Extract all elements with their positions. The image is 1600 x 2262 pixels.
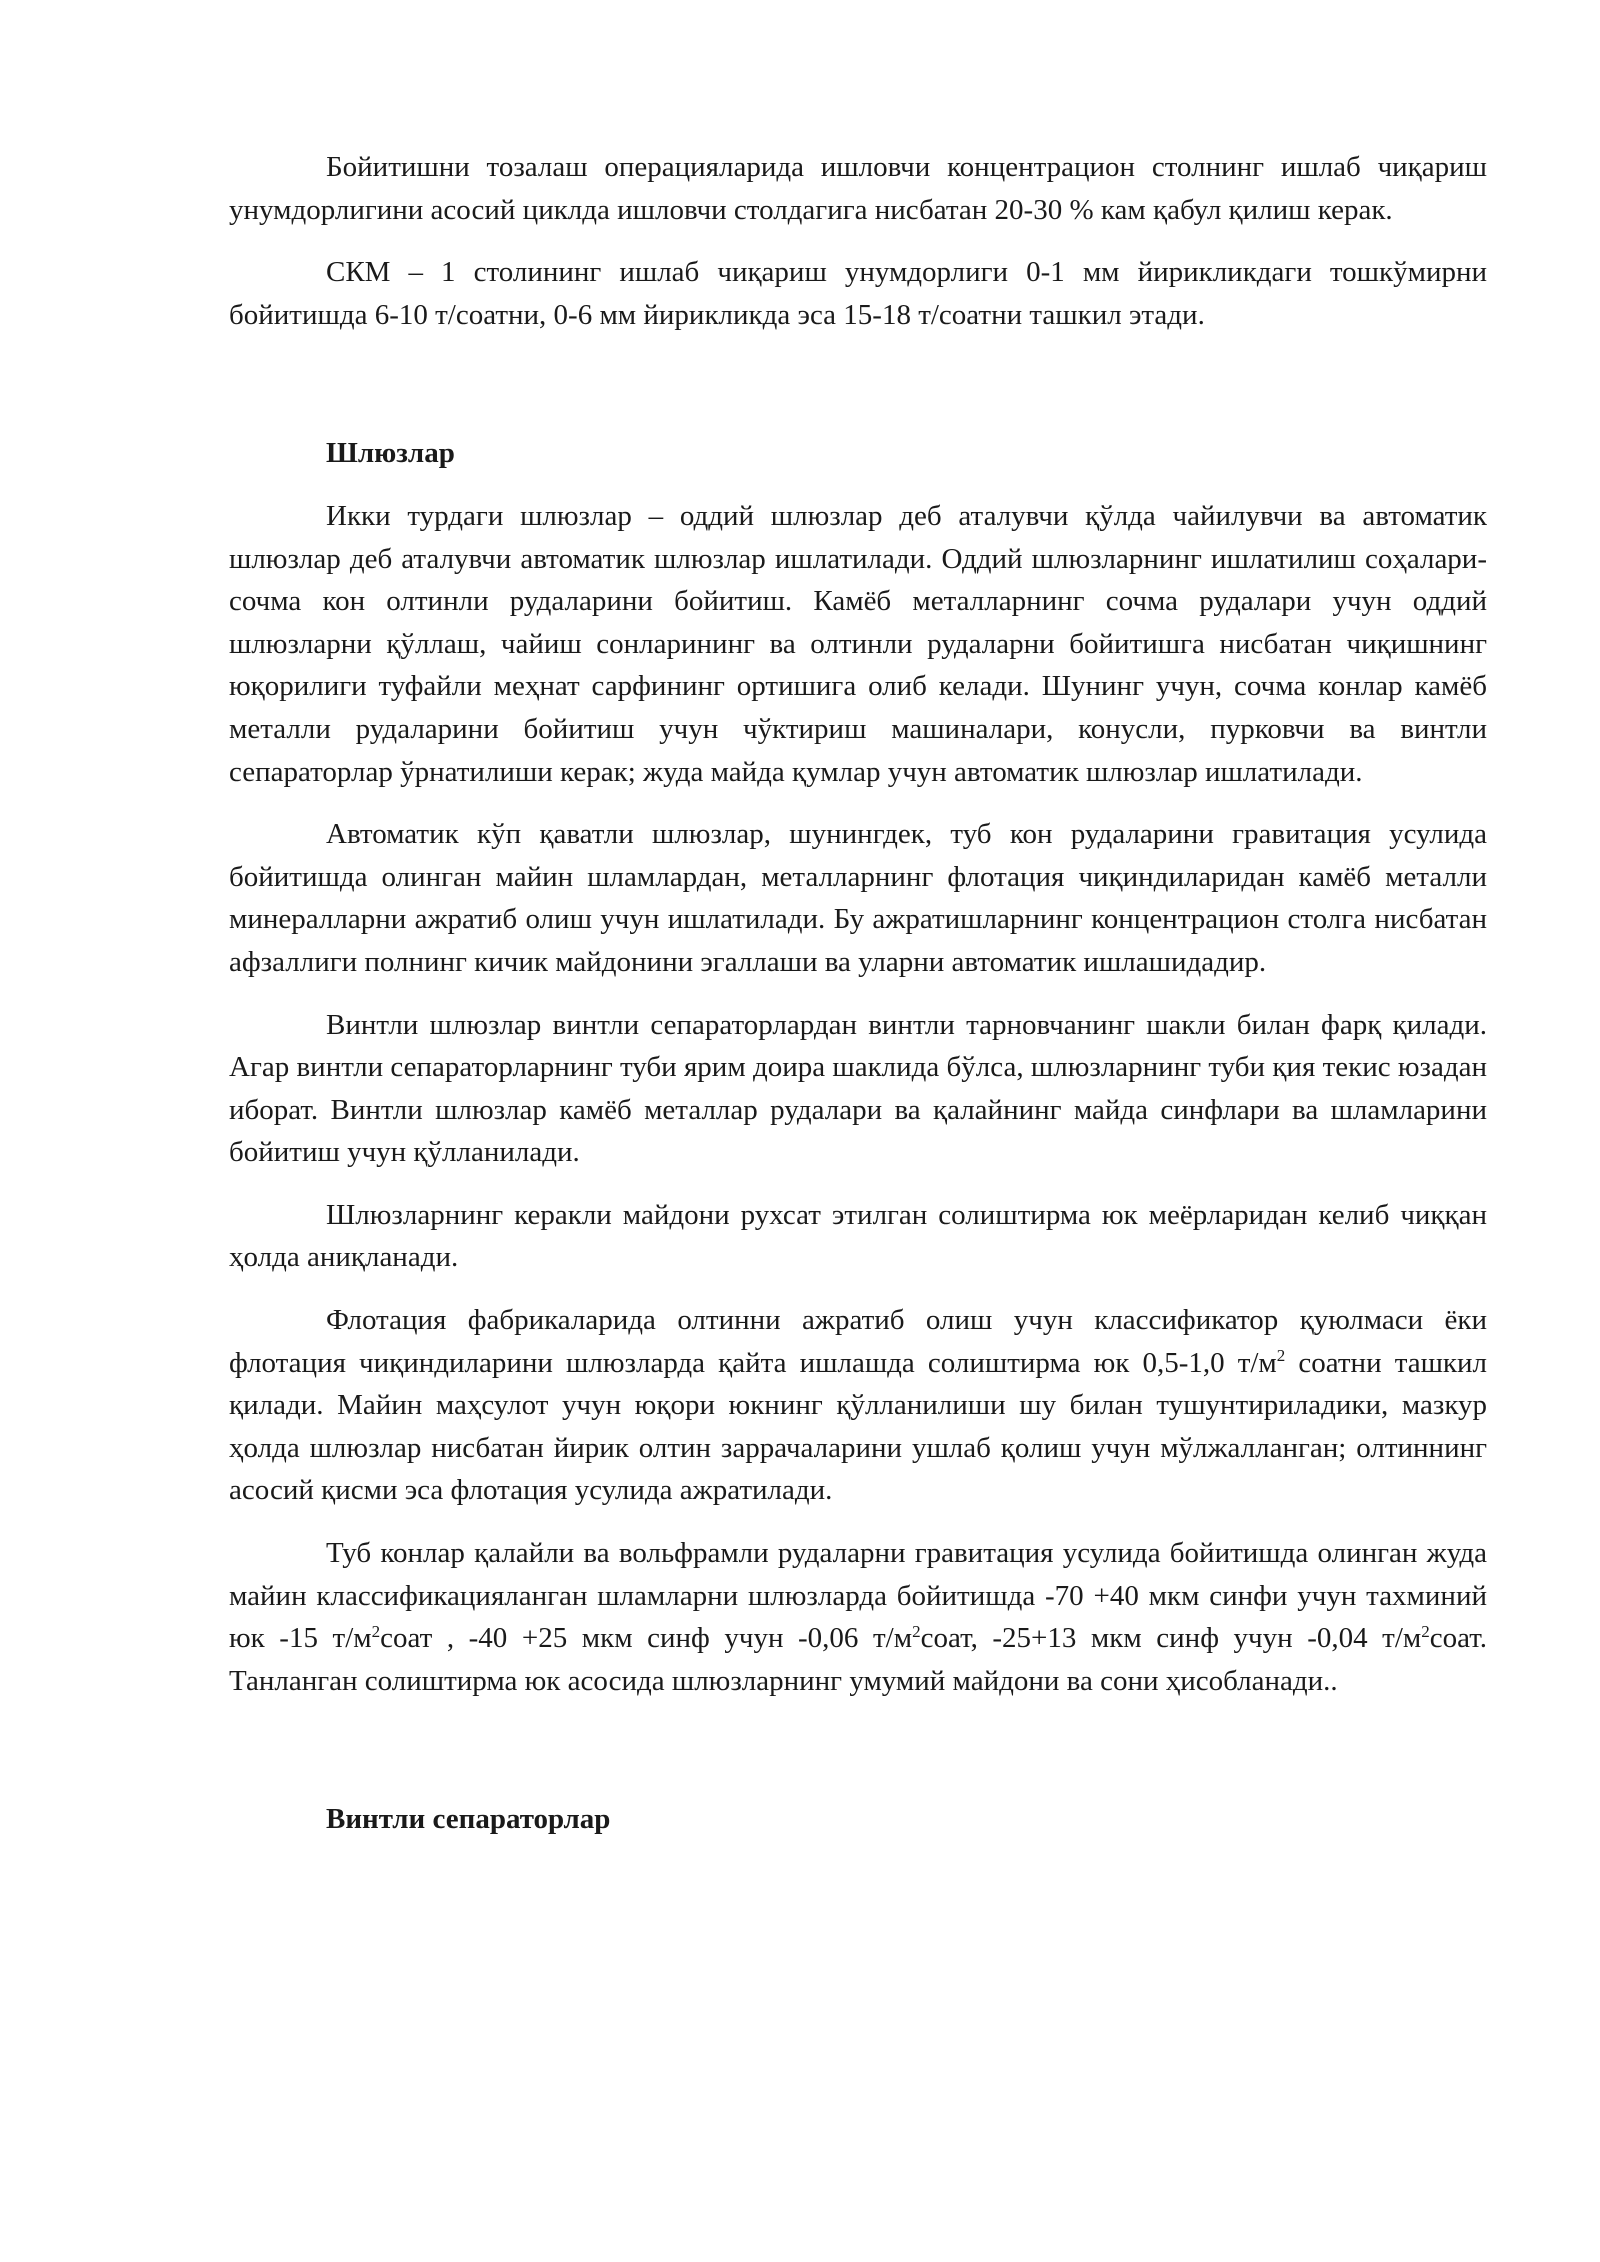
paragraph-flotation-plants: [229, 1299, 1487, 1512]
paragraph-primary-ores: [229, 1532, 1487, 1702]
superscript: 2: [912, 1621, 921, 1641]
superscript: 2: [1421, 1621, 1430, 1641]
section-heading-screw-separators: Винтли сепараторлар: [326, 1803, 611, 1836]
text-segment: соатни ташкил қилади. Майин маҳсулот учун юқори юкнинг қўлланилиши шу билан тушунтириладики, мазкур ҳолда шлюзлар нисбатан йирик олтин заррачаларини ушлаб қолиш учун мўлжалланган; олтиннинг асосий қисми эса флотация усулида ажратилади.: [229, 1346, 1487, 1507]
text-segment: Флотация фабрикаларида олтинни ажратиб олиш учун классификатор қуюлмаси ёки флотация чиқиндиларини шлюзларда қайта ишлашда солиштирма юк 0,5-1,0 т/м: [229, 1304, 1487, 1379]
paragraph-skm-table: СКМ – 1 столининг ишлаб чиқариш унумдорлиги 0-1 мм йирикликдаги тошкўмирни бойитишда 6-10 т/соатни, 0-6 мм йирикликда эса 15-18 т/соатни ташкил этади.: [229, 256, 1487, 331]
superscript: 2: [371, 1621, 381, 1641]
spacer: [229, 1722, 1487, 1798]
paragraph-sluice-area: Шлюзларнинг керакли майдони рухсат этилган солиштирма юк меёрларидан келиб чиққан ҳолда аниқланади.: [229, 1198, 1487, 1274]
paragraph-automatic-sluices: Автоматик кўп қаватли шлюзлар, шунингдек, туб кон рудаларини гравитация усулида бойитишда олинган майин шламлардан, металларнинг флотация чиқиндиларидан камёб металли минералларни ажратиб олиш учун ишлатилади. Бу ажратишларнинг концентрацион столга нисбатан афзаллиги полнинг кичик майдонини эгаллаши ва уларни автоматик ишлашидадир.: [229, 818, 1487, 978]
spacer: [229, 356, 1487, 432]
paragraph-table-cleaning: Бойитишни тозалаш операцияларида ишловчи концентрацион столнинг ишлаб чиқариш унумдорлигини асосий циклда ишловчи столдагига нисбатан 20-30 % кам қабул қилиш керак.: [229, 151, 1487, 226]
text-segment: соат. Танланган солиштирма юк асосида шлюзларнинг умумий майдони ва сони ҳисобланади..: [229, 1622, 1487, 1697]
text-segment: соат, -25+13 мкм синф учун -0,04 т/м: [920, 1622, 1422, 1655]
paragraph-sluice-types: Икки турдаги шлюзлар – оддий шлюзлар деб аталувчи қўлда чайилувчи ва автоматик шлюзлар деб аталувчи автоматик шлюзлар ишлатилади. Оддий шлюзларнинг ишлатилиш соҳалари- сочма кон олтинли рудаларини бойитиш. Камёб металларнинг сочма рудалари учун оддий шлюзларни қўллаш, чайиш сонларининг ва олтинли рудаларни бойитишга нисбатан чиқишнинг юқорилиги туфайли меҳнат сарфининг ортишига олиб келади. Шунинг учун, сочма конлар камёб металли рудаларини бойитиш учун чўктириш машиналари, конусли, пурковчи ва винтли сепараторлар ўрнатилиши керак; жуда майда қумлар учун автоматик шлюзлар ишлатилади.: [229, 499, 1487, 788]
text-segment: соат , -40 +25 мкм синф учун -0,06 т/м: [380, 1622, 913, 1655]
text-segment: Туб конлар қалайли ва вольфрамли рудаларни гравитация усулида бойитишда олинган жуда майин классификацияланган шламларни шлюзларда бойитишда -70 +40 мкм синфи учун тахминий юк -15 т/м: [229, 1537, 1487, 1655]
paragraph-screw-sluices: Винтли шлюзлар винтли сепараторлардан винтли тарновчанинг шакли билан фарқ қилади. Агар винтли сепараторларнинг туби ярим доира шаклида бўлса, шлюзларнинг туби қия текис юзадан иборат. Винтли шлюзлар камёб металлар рудалари ва қалайнинг майда синфлари ва шламларини бойитиш учун қўлланилади.: [229, 1008, 1487, 1169]
document-body: [229, 146, 1487, 1861]
section-heading-sluices: Шлюзлар: [326, 437, 455, 470]
superscript: 2: [1276, 1346, 1286, 1365]
